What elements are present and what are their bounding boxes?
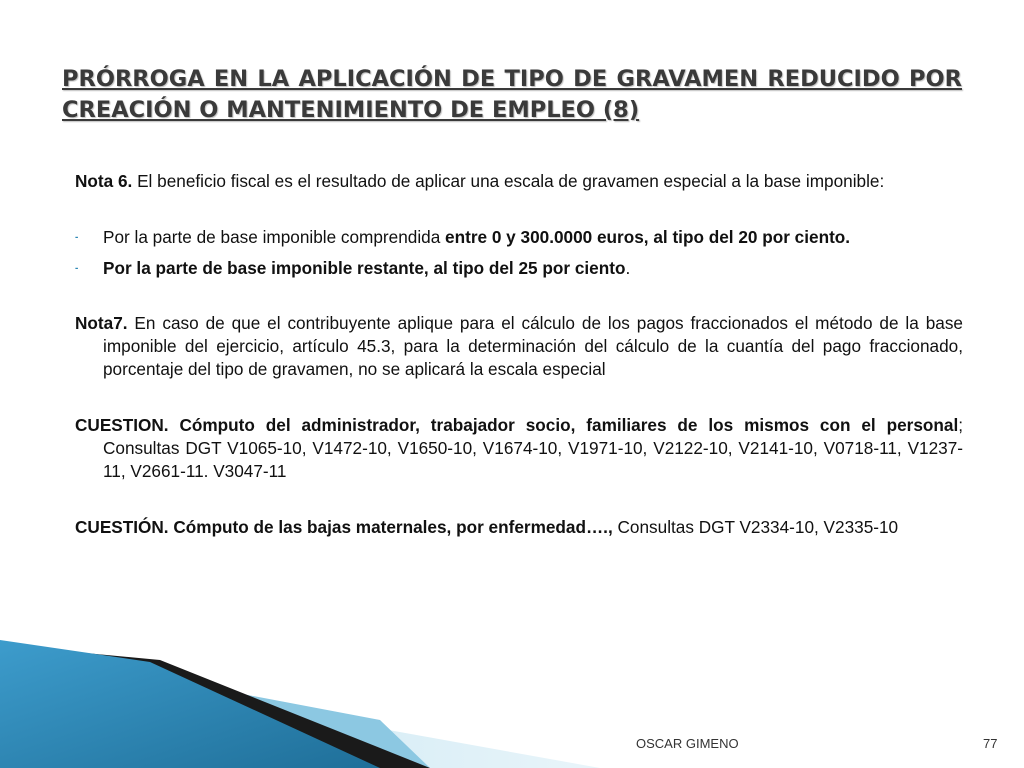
nota-6-paragraph xyxy=(75,170,963,193)
nota-6-label: Nota 6. xyxy=(75,171,133,191)
blue-stripe xyxy=(0,640,380,768)
nota-7-text: En caso de que el contribuyente aplique para el cálculo de los pagos fraccionados el método de la base imponible del ejercicio, artículo 45.3, para la determinación del cálculo de la cuantía del pago fraccionado, porcentaje del tipo de gravamen, no se aplicará la escala especial xyxy=(103,313,963,379)
cuestion-2-label: CUESTIÓN. xyxy=(75,517,169,537)
cuestion-2-bold-text: Cómputo de las bajas maternales, por enfermedad…., xyxy=(168,517,613,537)
page-number: 77 xyxy=(983,736,998,751)
bullet-marker: - xyxy=(75,263,79,274)
slide-title-line-2: CREACIÓN O MANTENIMIENTO DE EMPLEO (8) xyxy=(62,97,640,123)
decorative-stripes xyxy=(0,600,640,768)
bullet-2-text: . xyxy=(625,258,631,278)
cuestion-1-bold-text: Cómputo del administrador, trabajador socio, familiares de los mismos con el personal xyxy=(168,415,959,435)
cuestion-1-text: ; Consultas DGT V1065-10, V1472-10, V1650-10, V1674-10, V1971-10, V2122-10, V2141-10, V0718-11, V1237-11, V2661-11. V3047-11 xyxy=(103,415,963,481)
bullet-2-bold-text: Por la parte de base imponible restante, al tipo del 25 por ciento xyxy=(103,258,626,278)
slide-title xyxy=(62,64,962,126)
bullet-marker: - xyxy=(75,232,79,243)
bullet-1-bold-text: entre 0 y 300.0000 euros, al tipo del 20 por ciento. xyxy=(445,227,851,247)
slide-body xyxy=(75,170,963,539)
cuestion-2-paragraph xyxy=(75,516,963,539)
cuestion-1-label: CUESTION. xyxy=(75,415,169,435)
nota-7-label: Nota7. xyxy=(75,313,128,333)
bullet-item-1 xyxy=(75,226,963,249)
nota-7-paragraph xyxy=(75,312,963,381)
slide-title-line-1: PRÓRROGA EN LA APLICACIÓN DE TIPO DE GRAVAMEN REDUCIDO POR xyxy=(62,66,962,92)
cuestion-1-paragraph xyxy=(75,414,963,483)
cuestion-2-text: Consultas DGT V2334-10, V2335-10 xyxy=(612,517,899,537)
nota-6-text: El beneficio fiscal es el resultado de aplicar una escala de gravamen especial a la base imponible: xyxy=(132,171,885,191)
bullet-item-2 xyxy=(75,257,963,280)
footer-author: OSCAR GIMENO xyxy=(636,736,739,751)
bullet-1-text: Por la parte de base imponible comprendida xyxy=(103,227,446,247)
